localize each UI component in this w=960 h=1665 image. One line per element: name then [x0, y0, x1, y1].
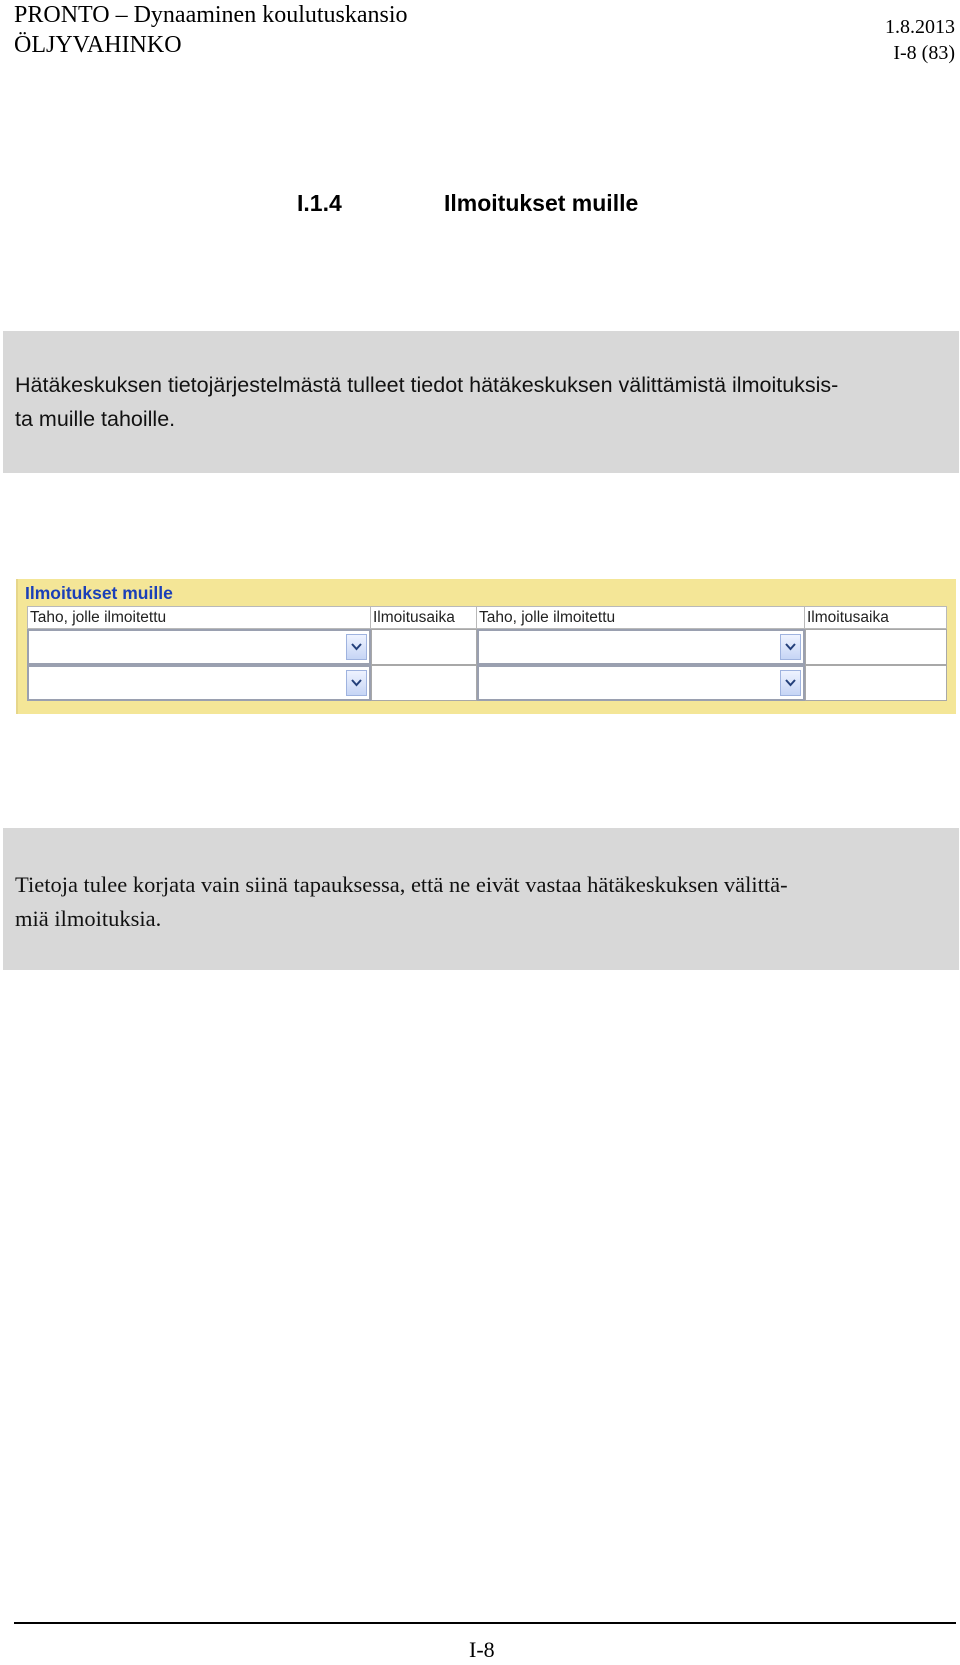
column-header-recipient: Taho, jolle ilmoitettu [476, 606, 805, 629]
chevron-down-icon [785, 643, 796, 651]
section-title: Ilmoitukset muille [444, 190, 639, 216]
column-header-time: Ilmoitusaika [370, 606, 477, 629]
correction-note-line: miä ilmoituksia. [15, 906, 162, 931]
recipient-select[interactable] [477, 665, 805, 701]
dropdown-button[interactable] [346, 634, 367, 660]
notification-time-input[interactable] [371, 629, 477, 665]
notifications-form-panel [16, 579, 956, 714]
header-page-ref: I-8 (83) [893, 42, 955, 64]
footer-divider [14, 1622, 956, 1624]
notification-time-input[interactable] [805, 629, 947, 665]
document-header [14, 0, 408, 60]
dropdown-button[interactable] [346, 670, 367, 696]
chevron-down-icon [351, 643, 362, 651]
form-panel-title: Ilmoitukset muille [25, 583, 173, 603]
recipient-select[interactable] [27, 665, 371, 701]
column-header-recipient: Taho, jolle ilmoitettu [27, 606, 371, 629]
correction-note [3, 828, 959, 970]
notification-time-input[interactable] [371, 665, 477, 701]
section-number: I.1.4 [297, 190, 342, 216]
recipient-select[interactable] [477, 629, 805, 665]
dropdown-button[interactable] [780, 670, 801, 696]
document-title: PRONTO – Dynaaminen koulutuskansio [14, 2, 408, 28]
document-subtitle: ÖLJYVAHINKO [14, 32, 182, 58]
chevron-down-icon [351, 679, 362, 687]
header-date: 1.8.2013 [885, 16, 955, 38]
chevron-down-icon [785, 679, 796, 687]
header-meta [885, 14, 955, 66]
correction-note-line: Tietoja tulee korjata vain siinä tapauksessa, että ne eivät vastaa hätäkeskuksen välittä- [15, 872, 788, 897]
footer-page-number: I-8 [469, 1637, 495, 1662]
info-note-line: ta muille tahoille. [15, 407, 176, 431]
column-header-time: Ilmoitusaika [804, 606, 947, 629]
recipient-select[interactable] [27, 629, 371, 665]
info-note [3, 331, 959, 473]
notification-time-input[interactable] [805, 665, 947, 701]
info-note-line: Hätäkeskuksen tietojärjestelmästä tulleet tiedot hätäkeskuksen välittämistä ilmoituksis- [15, 373, 839, 397]
dropdown-button[interactable] [780, 634, 801, 660]
